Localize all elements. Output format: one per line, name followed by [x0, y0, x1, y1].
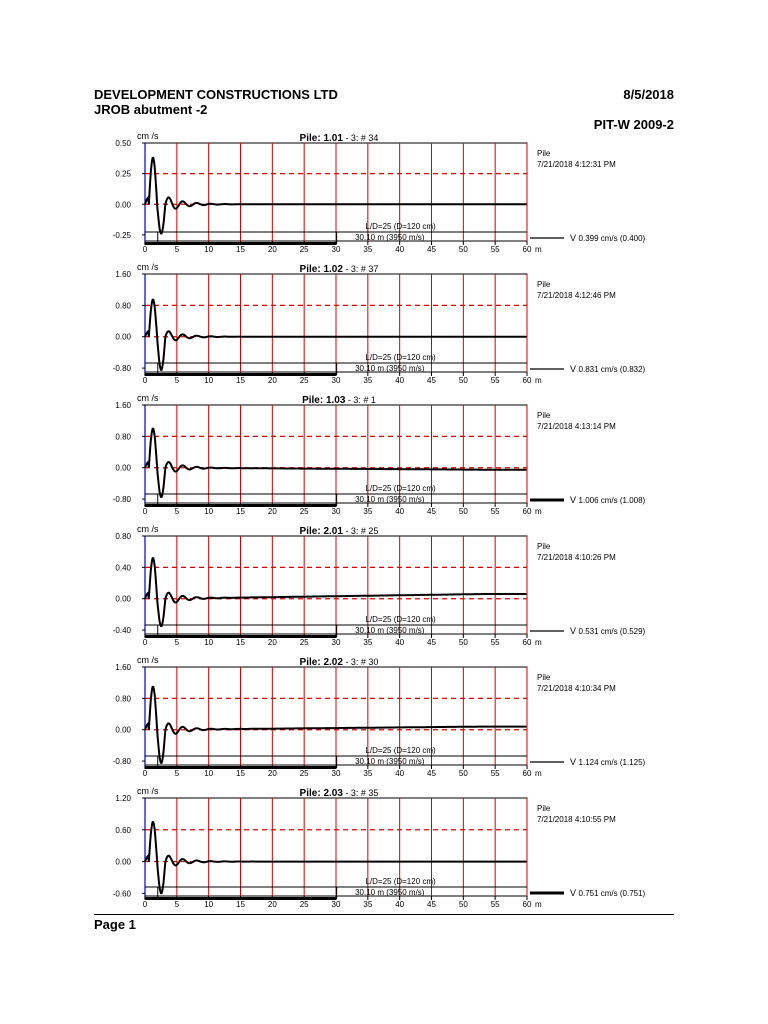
y-tick-label: 0.00 — [115, 200, 131, 210]
x-tick-label: 40 — [395, 769, 405, 778]
x-tick-label: 20 — [267, 769, 277, 778]
x-tick-label: 45 — [427, 900, 436, 909]
x-tick-label: 30 — [331, 900, 341, 909]
pile-info — [537, 279, 616, 301]
pile-id: Pile: 2.01 — [299, 526, 343, 537]
x-tick-label: 10 — [204, 507, 214, 516]
blow-label: - 3: # 30 — [342, 657, 379, 667]
blow-label: - 3: # 37 — [342, 264, 379, 274]
y-unit-label: cm /s — [137, 393, 159, 403]
x-tick-label: 5 — [174, 507, 180, 516]
x-tick-label: 10 — [204, 376, 214, 385]
page-number: Page 1 — [94, 917, 136, 932]
y-tick-label: -0.25 — [112, 230, 131, 240]
velocity-readout — [570, 233, 646, 243]
x-tick-label: 60 — [522, 900, 532, 909]
velocity-value: 0.399 cm/s — [578, 234, 620, 243]
velocity-paren: (0.529) — [619, 627, 646, 636]
x-tick-label: 35 — [363, 376, 373, 385]
velocity-paren: (1.008) — [619, 496, 646, 505]
x-tick-label: 0 — [142, 769, 148, 778]
x-tick-label: 25 — [299, 245, 309, 254]
y-tick-label: 0.80 — [115, 301, 131, 311]
x-tick-label: 5 — [174, 769, 180, 778]
y-tick-label: 1.60 — [115, 270, 131, 279]
chart-title — [300, 788, 379, 799]
x-tick-label: 55 — [490, 900, 500, 909]
x-tick-label: 60 — [522, 507, 532, 516]
ld-label: L/D=25 (D=120 cm) — [365, 615, 436, 624]
x-tick-label: 40 — [395, 900, 405, 909]
test-timestamp: 7/21/2018 4:10:34 PM — [537, 684, 616, 693]
x-tick-label: 55 — [490, 507, 500, 516]
x-tick-label: 45 — [427, 507, 436, 516]
y-unit-label: cm /s — [137, 262, 159, 272]
x-tick-label: 15 — [236, 376, 245, 385]
y-tick-label: 0.00 — [115, 594, 131, 604]
ld-label: L/D=25 (D=120 cm) — [365, 746, 436, 755]
x-tick-label: 25 — [299, 900, 309, 909]
x-tick-label: 10 — [204, 769, 214, 778]
x-tick-label: 35 — [363, 900, 373, 909]
y-tick-label: 0.00 — [115, 725, 131, 735]
velocity-symbol: V — [570, 364, 579, 374]
x-tick-label: 50 — [458, 507, 468, 516]
x-tick-label: 40 — [395, 638, 405, 647]
x-tick-label: 20 — [267, 900, 277, 909]
y-tick-label: -0.80 — [112, 364, 131, 374]
footer-divider — [94, 914, 674, 915]
x-tick-label: 25 — [299, 769, 309, 778]
x-tick-label: 0 — [142, 638, 148, 647]
x-tick-label: 0 — [142, 900, 148, 909]
x-tick-label: 30 — [331, 507, 341, 516]
x-tick-label: 25 — [299, 638, 309, 647]
x-tick-label: 10 — [204, 245, 214, 254]
ld-label: L/D=25 (D=120 cm) — [365, 484, 436, 493]
x-unit-label: m — [535, 245, 542, 254]
x-tick-label: 35 — [363, 245, 373, 254]
x-tick-label: 30 — [331, 376, 341, 385]
y-tick-label: 1.20 — [115, 794, 131, 803]
y-tick-label: -0.80 — [112, 495, 131, 505]
x-tick-label: 60 — [522, 376, 532, 385]
x-tick-label: 15 — [236, 900, 245, 909]
pile-id: Pile: 2.03 — [299, 788, 343, 799]
pile-length-label: 30.10 m (3950 m/s) — [355, 888, 425, 897]
company-name: DEVELOPMENT CONSTRUCTIONS LTD — [94, 87, 338, 102]
pile-panel-1.01 — [94, 130, 684, 260]
x-tick-label: 25 — [299, 507, 309, 516]
ld-label: L/D=25 (D=120 cm) — [365, 222, 436, 231]
x-tick-label: 45 — [427, 376, 436, 385]
x-tick-label: 55 — [490, 376, 500, 385]
x-tick-label: 0 — [142, 507, 148, 516]
chart-title — [300, 657, 379, 668]
x-tick-label: 60 — [522, 638, 532, 647]
x-tick-label: 5 — [174, 638, 180, 647]
test-timestamp: 7/21/2018 4:12:31 PM — [537, 160, 616, 169]
x-tick-label: 20 — [267, 507, 277, 516]
velocity-symbol: V — [570, 757, 579, 767]
y-tick-label: 1.60 — [115, 663, 131, 672]
x-tick-label: 50 — [458, 376, 468, 385]
x-tick-label: 55 — [490, 769, 500, 778]
blow-label: - 3: # 35 — [342, 788, 379, 798]
y-tick-label: 0.40 — [115, 563, 131, 573]
y-tick-label: 1.60 — [115, 401, 131, 410]
y-unit-label: cm /s — [137, 786, 159, 796]
pile-panel-2.03 — [94, 785, 684, 915]
pile-panel-2.01 — [94, 523, 684, 653]
x-tick-label: 15 — [236, 638, 245, 647]
velocity-symbol: V — [570, 233, 579, 243]
velocity-symbol: V — [570, 888, 579, 898]
x-tick-label: 25 — [299, 376, 309, 385]
pile-id: Pile: 1.02 — [299, 264, 343, 275]
y-unit-label: cm /s — [137, 131, 159, 141]
test-timestamp: 7/21/2018 4:13:14 PM — [537, 422, 616, 431]
y-tick-label: 0.00 — [115, 857, 131, 867]
project-name: JROB abutment -2 — [94, 102, 208, 117]
x-tick-label: 0 — [142, 245, 148, 254]
x-tick-label: 35 — [363, 638, 373, 647]
velocity-paren: (0.400) — [619, 234, 646, 243]
x-tick-label: 20 — [267, 245, 277, 254]
x-tick-label: 35 — [363, 769, 373, 778]
report-date: 8/5/2018 — [623, 87, 674, 102]
x-tick-label: 55 — [490, 245, 500, 254]
x-tick-label: 20 — [267, 638, 277, 647]
pile-info — [537, 541, 616, 563]
x-tick-label: 35 — [363, 507, 373, 516]
pile-length-label: 30.10 m (3950 m/s) — [355, 757, 425, 766]
x-tick-label: 15 — [236, 245, 245, 254]
x-tick-label: 55 — [490, 638, 500, 647]
velocity-value: 0.831 cm/s — [578, 365, 620, 374]
y-tick-label: 0.80 — [115, 532, 131, 541]
x-unit-label: m — [535, 638, 542, 647]
velocity-readout — [570, 888, 646, 898]
x-tick-label: 5 — [174, 376, 180, 385]
device-name: PIT-W 2009-2 — [593, 117, 674, 132]
ld-label: L/D=25 (D=120 cm) — [365, 353, 436, 362]
x-tick-label: 45 — [427, 638, 436, 647]
pile-id: Pile: 1.01 — [299, 133, 343, 144]
x-tick-label: 50 — [458, 245, 468, 254]
velocity-value: 1.006 cm/s — [578, 496, 620, 505]
velocity-paren: (1.125) — [619, 758, 646, 767]
x-tick-label: 15 — [236, 507, 245, 516]
y-tick-label: -0.60 — [112, 889, 131, 899]
pile-info-title: Pile — [537, 804, 551, 813]
x-tick-label: 40 — [395, 376, 405, 385]
y-unit-label: cm /s — [137, 655, 159, 665]
chart-title — [300, 133, 379, 144]
x-tick-label: 45 — [427, 245, 436, 254]
pile-info-title: Pile — [537, 673, 551, 682]
chart-title — [300, 526, 379, 537]
velocity-paren: (0.832) — [619, 365, 646, 374]
pile-info — [537, 672, 616, 694]
velocity-symbol: V — [570, 626, 579, 636]
test-timestamp: 7/21/2018 4:12:46 PM — [537, 291, 616, 300]
velocity-readout — [570, 626, 646, 636]
pile-panel-1.02 — [94, 261, 684, 391]
test-timestamp: 7/21/2018 4:10:26 PM — [537, 553, 616, 562]
x-tick-label: 0 — [142, 376, 148, 385]
x-unit-label: m — [535, 900, 542, 909]
blow-label: - 3: # 25 — [342, 526, 379, 536]
x-tick-label: 5 — [174, 245, 180, 254]
x-unit-label: m — [535, 507, 542, 516]
pile-info — [537, 803, 616, 825]
velocity-value: 1.124 cm/s — [578, 758, 620, 767]
pile-length-label: 30.10 m (3950 m/s) — [355, 626, 425, 635]
x-tick-label: 15 — [236, 769, 245, 778]
y-tick-label: 0.00 — [115, 332, 131, 342]
x-tick-label: 10 — [204, 900, 214, 909]
pile-info-title: Pile — [537, 280, 551, 289]
x-tick-label: 40 — [395, 507, 405, 516]
chart-title — [302, 395, 376, 406]
pile-info-title: Pile — [537, 411, 551, 420]
x-tick-label: 50 — [458, 638, 468, 647]
pile-info-title: Pile — [537, 542, 551, 551]
y-tick-label: 0.80 — [115, 432, 131, 442]
x-tick-label: 30 — [331, 245, 341, 254]
blow-label: - 3: # 34 — [342, 133, 379, 143]
pile-id: Pile: 2.02 — [299, 657, 343, 668]
velocity-paren: (0.751) — [619, 889, 646, 898]
pile-id: Pile: 1.03 — [302, 395, 346, 406]
pile-info-title: Pile — [537, 149, 551, 158]
x-tick-label: 5 — [174, 900, 180, 909]
x-tick-label: 60 — [522, 769, 532, 778]
test-timestamp: 7/21/2018 4:10:55 PM — [537, 815, 616, 824]
y-tick-label: 0.00 — [115, 463, 131, 473]
x-tick-label: 20 — [267, 376, 277, 385]
y-tick-label: 0.80 — [115, 694, 131, 704]
blow-label: - 3: # 1 — [345, 395, 376, 405]
y-tick-label: -0.80 — [112, 757, 131, 767]
y-tick-label: 0.50 — [115, 139, 131, 148]
x-tick-label: 60 — [522, 245, 532, 254]
x-tick-label: 45 — [427, 769, 436, 778]
chart-title — [300, 264, 379, 275]
velocity-readout — [570, 757, 646, 767]
x-tick-label: 30 — [331, 769, 341, 778]
velocity-symbol: V — [570, 495, 579, 505]
pile-length-label: 30.10 m (3950 m/s) — [355, 233, 425, 242]
y-unit-label: cm /s — [137, 524, 159, 534]
pile-length-label: 30.10 m (3950 m/s) — [355, 495, 425, 504]
pile-info — [537, 148, 616, 170]
x-unit-label: m — [535, 376, 542, 385]
x-tick-label: 30 — [331, 638, 341, 647]
pile-panel-1.03 — [94, 392, 684, 522]
x-tick-label: 40 — [395, 245, 405, 254]
y-tick-label: -0.40 — [112, 626, 131, 636]
velocity-readout — [570, 495, 646, 505]
velocity-readout — [570, 364, 646, 374]
pile-panel-2.02 — [94, 654, 684, 784]
y-tick-label: 0.60 — [115, 825, 131, 835]
pile-info — [537, 410, 616, 432]
x-tick-label: 10 — [204, 638, 214, 647]
pile-length-label: 30.10 m (3950 m/s) — [355, 364, 425, 373]
velocity-value: 0.751 cm/s — [578, 889, 620, 898]
y-tick-label: 0.25 — [115, 169, 131, 179]
x-unit-label: m — [535, 769, 542, 778]
velocity-value: 0.531 cm/s — [578, 627, 620, 636]
x-tick-label: 50 — [458, 769, 468, 778]
x-tick-label: 50 — [458, 900, 468, 909]
ld-label: L/D=25 (D=120 cm) — [365, 877, 436, 886]
